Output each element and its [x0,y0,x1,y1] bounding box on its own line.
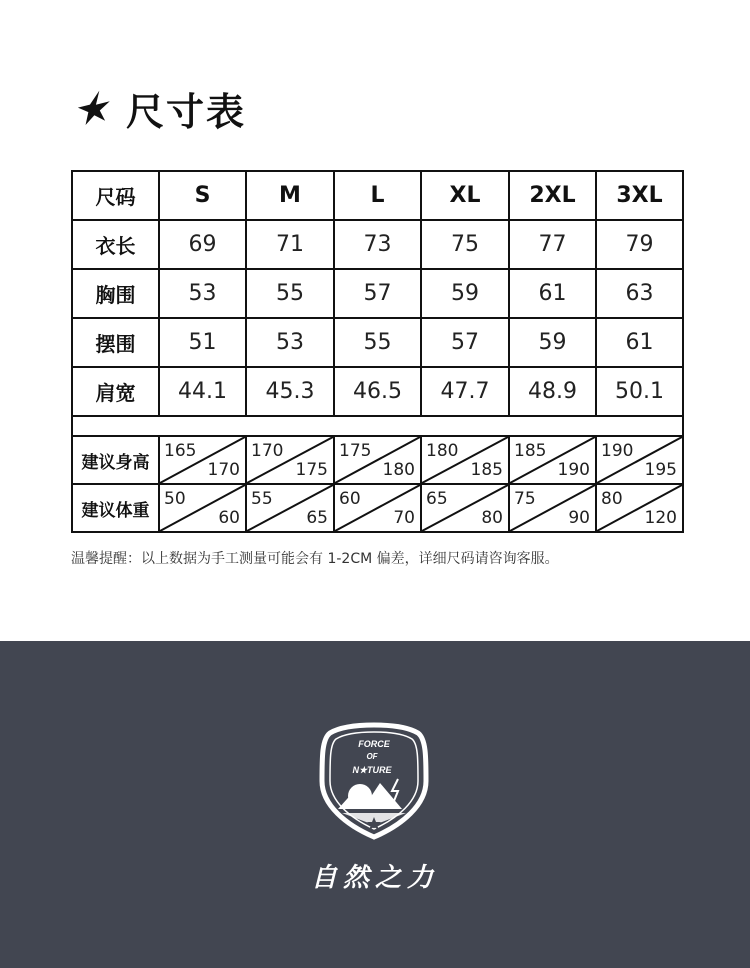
table-cell: 59 [421,269,509,318]
table-row [72,220,683,269]
range-min: 50 [164,489,186,509]
brand-logo-badge [318,721,430,841]
header-cell: S [159,171,246,220]
title-text: 尺寸表 [126,89,247,134]
range-cell [246,436,334,484]
range-max: 180 [382,460,415,480]
table-cell: 61 [596,318,683,367]
measurement-note: 温馨提醒：以上数据为手工测量可能会有 1-2CM 偏差，详细尺码请咨询客服。 [71,551,559,567]
table-row [72,318,683,367]
table-row [72,269,683,318]
range-min: 190 [601,441,634,461]
range-min: 170 [251,441,284,461]
range-min: 60 [339,489,361,509]
range-cell [421,484,509,532]
range-min: 80 [601,489,623,509]
table-cell: 50.1 [596,367,683,416]
table-cell: 47.7 [421,367,509,416]
table-header-row [72,171,683,220]
range-max: 185 [470,460,503,480]
range-cell [509,484,596,532]
weight-row [72,484,683,532]
table-cell: 75 [421,220,509,269]
range-cell [334,436,421,484]
height-row [72,436,683,484]
range-max: 175 [295,460,328,480]
size-table [71,170,684,533]
range-max: 120 [644,508,677,528]
range-min: 165 [164,441,197,461]
table-cell: 73 [334,220,421,269]
header-cell: XL [421,171,509,220]
range-min: 65 [426,489,448,509]
range-cell [334,484,421,532]
logo-text-line2: OF [366,752,378,761]
logo-text-line3: N★TURE [352,765,392,775]
table-cell: 57 [334,269,421,318]
range-cell [596,484,683,532]
range-max: 190 [557,460,590,480]
table-cell: 48.9 [509,367,596,416]
table-cell: 79 [596,220,683,269]
table-cell: 69 [159,220,246,269]
header-cell: M [246,171,334,220]
row-label: 建议身高 [72,436,159,484]
row-label: 建议体重 [72,484,159,532]
table-cell: 51 [159,318,246,367]
range-max: 70 [393,508,415,528]
spacer-cell [72,416,683,436]
brand-name: 自然之力 [310,863,439,893]
range-min: 180 [426,441,459,461]
header-cell: 2XL [509,171,596,220]
range-min: 75 [514,489,536,509]
table-cell: 55 [246,269,334,318]
table-cell: 57 [421,318,509,367]
range-cell [421,436,509,484]
range-min: 55 [251,489,273,509]
range-max: 80 [481,508,503,528]
star-icon [76,89,114,127]
range-cell [509,436,596,484]
table-spacer-row [72,416,683,436]
header-cell: L [334,171,421,220]
range-cell [159,436,246,484]
row-label: 肩宽 [72,367,159,416]
table-cell: 53 [159,269,246,318]
table-cell: 53 [246,318,334,367]
row-label: 胸围 [72,269,159,318]
range-max: 60 [218,508,240,528]
table-cell: 45.3 [246,367,334,416]
range-cell [246,484,334,532]
range-min: 175 [339,441,372,461]
table-cell: 44.1 [159,367,246,416]
footer-banner [0,641,750,968]
range-cell [596,436,683,484]
row-label: 摆围 [72,318,159,367]
range-cell [159,484,246,532]
range-max: 65 [306,508,328,528]
range-max: 170 [207,460,240,480]
table-cell: 59 [509,318,596,367]
page-title [76,80,246,136]
table-cell: 55 [334,318,421,367]
range-min: 185 [514,441,547,461]
range-max: 195 [644,460,677,480]
table-cell: 63 [596,269,683,318]
table-cell: 46.5 [334,367,421,416]
table-cell: 77 [509,220,596,269]
header-cell: 3XL [596,171,683,220]
table-cell: 61 [509,269,596,318]
range-max: 90 [568,508,590,528]
logo-text-line1: FORCE [358,739,390,749]
row-label: 衣长 [72,220,159,269]
header-cell: 尺码 [72,171,159,220]
table-cell: 71 [246,220,334,269]
table-row [72,367,683,416]
